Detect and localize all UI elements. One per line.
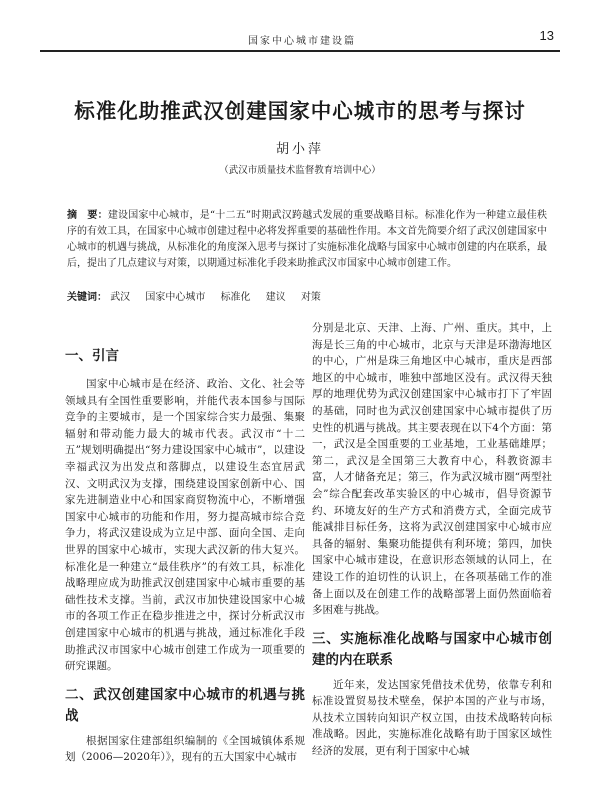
abstract-text: 建设国家中心城市，是“十二五”时期武汉跨越式发展的重要战略目标。标准化作为一种建立最佳秩序的有效工具，在国家中心城市创建过程中必将发挥重要的基础性作用。本文首先简要介绍了武汉创建国家中心城市的机遇与挑战，从标准化的角度深入思考与探讨了实施标准化战略与国家中心城市创建的内在联系，最后，提出了几点建议与对策，以期通过标准化手段来助推武汉市国家中心城市创建工作。 bbox=[67, 210, 548, 269]
keyword: 对策 bbox=[300, 292, 321, 303]
keywords-label: 关键词： bbox=[67, 292, 107, 303]
abstract-label: 摘 要： bbox=[67, 210, 108, 221]
section-1-heading: 一、引言 bbox=[65, 348, 119, 364]
journal-section-name: 国家中心城市建设篇 bbox=[248, 36, 356, 47]
section-2-heading: 二、武汉创建国家中心城市的机遇与挑战 bbox=[65, 686, 305, 724]
section-2-continuation bbox=[312, 320, 552, 619]
abstract bbox=[67, 208, 547, 272]
left-column bbox=[65, 346, 305, 771]
section-1-paragraph: 国家中心城市是在经济、政治、文化、社会等领域具有全国性重要影响，并能代表本国参与国际竞争的主要城市，是一个国家综合实力最强、集聚辐射和带动能力最大的城市代表。武汉市“十二五”规划明确提出“努力建设国家中心城市”，以建设幸福武汉为出发点和落脚点，以建设生态宜居武汉、文明武汉为支撑，围绕建设国家创新中心、国家先进制造业中心和国家商贸物流中心，不断增强国家中心城市的功能和作用，努力提高城市综合竞争力，将武汉建设成为立足中部、面向全国、走向世界的国家中心城市，实现大武汉新的伟大复兴。标准化是一种建立“最佳秩序”的有效工具，标准化战略理应成为助推武汉创建国家中心城市重要的基础性技术支撑。当前，武汉市加快建设国家中心城市的各项工作正在稳步推进之中，探讨分析武汉市创建国家中心城市的机遇与挑战，通过标准化手段助推武汉市国家中心城市创建工作成为一项重要的研究课题。 bbox=[65, 378, 305, 673]
keyword: 建议 bbox=[265, 292, 286, 303]
keywords bbox=[67, 288, 547, 303]
section-2-paragraph: 根据国家住建部组织编制的《全国城镇体系规划（2006—2020年）》，现有的五大国家中心城市 bbox=[65, 734, 305, 764]
keyword: 国家中心城市 bbox=[145, 292, 206, 303]
section-2-paragraph-continued: 分别是北京、天津、上海、广州、重庆。其中，上海是长三角的中心城市，北京与天津是环渤海地区的中心，广州是珠三角地区中心城市，重庆是西部地区的中心城市，唯独中部地区没有。武汉得天独厚的地理优势为武汉创建国家中心城市打下了牢固的基础，同时也为武汉创建国家中心城市提供了历史性的机遇与挑战。其主要表现在以下4个方面：第一，武汉是全国重要的工业基地，工业基础雄厚；第二，武汉是全国第三大教育中心，科教资源丰富，人才储备充足；第三，作为武汉城市圈“两型社会”综合配套改革实验区的中心城市，倡导资源节约、环境友好的生产方式和消费方式，全面完成节能减排目标任务，这将为武汉创建国家中心城市应具备的辐射、集聚功能提供有利环境；第四，加快国家中心城市建设，在意识形态领域的认同上，在建设工作的迫切性的认识上，在各项基础工作的准备上面以及在创建工作的战略部署上面仍然面临着多困难与挑战。 bbox=[312, 322, 552, 617]
keyword: 标准化 bbox=[220, 292, 251, 303]
author-name: 胡小萍 bbox=[275, 142, 324, 157]
paper-title: 标准化助推武汉创建国家中心城市的思考与探讨 bbox=[74, 99, 526, 123]
running-header bbox=[40, 28, 560, 52]
keyword: 武汉 bbox=[110, 292, 131, 303]
right-column bbox=[312, 320, 552, 771]
section-3-heading: 三、实施标准化战略与国家中心城市创建的内在联系 bbox=[312, 630, 552, 668]
page-number: 13 bbox=[539, 28, 554, 43]
section-3-paragraph: 近年来，发达国家凭借技术优势，依靠专利和标准设置贸易技术壁垒，保护本国的产业与市场，从技术立国转向知识产权立国，由技术战略转向标准战略。因此，实施标准化战略有助于国家区域性经济的发展，更有利于国家中心城 bbox=[312, 678, 552, 758]
author-affiliation: （武汉市质量技术监督教育培训中心） bbox=[219, 165, 381, 176]
